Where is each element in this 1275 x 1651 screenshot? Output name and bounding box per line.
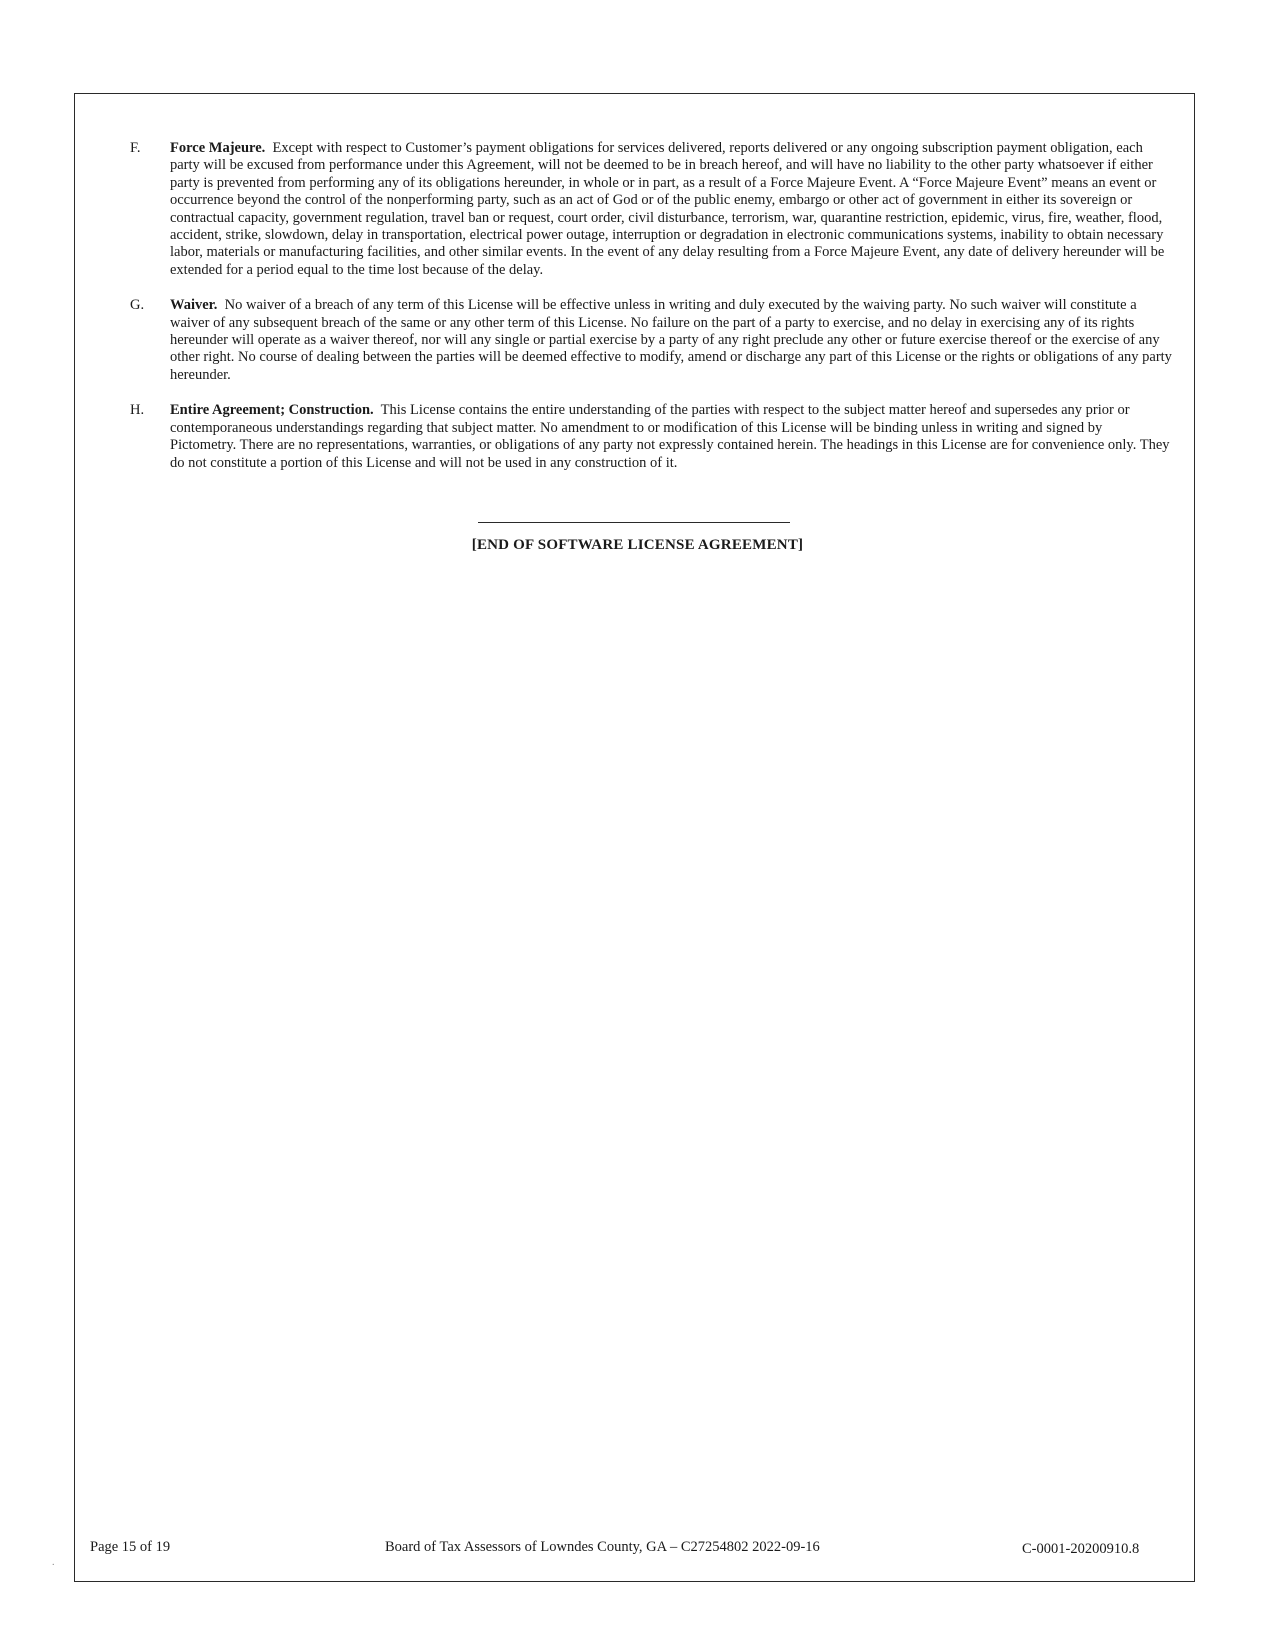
margin-mark: . (52, 1557, 55, 1568)
clause-letter: G. (130, 297, 145, 314)
clause-body (170, 402, 1172, 472)
clause-heading: Entire Agreement; Construction. (170, 402, 374, 419)
clause-body (170, 297, 1172, 384)
clause-heading: Force Majeure. (170, 140, 266, 156)
document-code: C-0001-20200910.8 (1022, 1541, 1140, 1557)
footer-reference: Board of Tax Assessors of Lowndes County, GA – C27254802 2022-09-16 (385, 1539, 820, 1555)
clause-list (130, 140, 1172, 490)
clause-text: Except with respect to Customer’s payment obligations for services delivered, reports delivered or any ongoing subscription payment obligation, each party will be excused from performance under this Agreement, will not be deemed to be in breach hereof, and will have no liability to the other party whatsoever if either party is prevented from performing any of its obligations hereunder, in whole or in part, as a result of a Force Majeure Event. A “Force Majeure Event” means an event or occurrence beyond the control of the nonperforming party, such as an act of God or of the public enemy, embargo or other act of government in either its sovereign or contractual capacity, government regulation, travel ban or request, court order, civil disturbance, terrorism, war, quarantine restriction, epidemic, virus, fire, weather, flood, accident, strike, slowdown, delay in transportation, electrical power outage, interruption or degradation in electronic communications systems, inability to obtain necessary labor, materials or manufacturing facilities, and other similar events. In the event of any delay resulting from a Force Majeure Event, any date of delivery hereunder will be extended for a period equal to the time lost because of the delay. (170, 140, 1165, 278)
clause-text: This License contains the entire understanding of the parties with respect to the subject matter hereof and supersedes any prior or contemporaneous understandings regarding that subject matter. No amendment to or modification of this License will be binding unless in writing and signed by Pictometry. There are no representations, warranties, or obligations of any party not expressly contained herein. The headings in this License are for convenience only. They do not constitute a portion of this License and will not be used in any construction of it. (170, 402, 1170, 471)
end-of-agreement: [END OF SOFTWARE LICENSE AGREEMENT] (471, 537, 804, 553)
clause-letter: F. (130, 140, 141, 156)
clause-force-majeure (130, 140, 1172, 279)
clause-entire-agreement (130, 402, 1172, 472)
clause-letter: H. (130, 402, 145, 419)
clause-body (170, 140, 1172, 279)
clause-text: No waiver of a breach of any term of this License will be effective unless in writing and duly executed by the waiving party. No such waiver will constitute a waiver of any subsequent breach of the same or any other term of this License. No failure on the part of a party to exercise, and no delay in exercising any of its rights hereunder will operate as a waiver thereof, nor will any single or partial exercise by a party of any right preclude any other or future exercise thereof or the exercise of any other right. No course of dealing between the parties will be deemed effective to modify, amend or discharge any part of this License or the rights or obligations of any party hereunder. (170, 297, 1172, 383)
end-divider (478, 522, 790, 523)
clause-waiver (130, 297, 1172, 384)
page-number: Page 15 of 19 (90, 1539, 171, 1555)
clause-heading: Waiver. (170, 297, 218, 314)
